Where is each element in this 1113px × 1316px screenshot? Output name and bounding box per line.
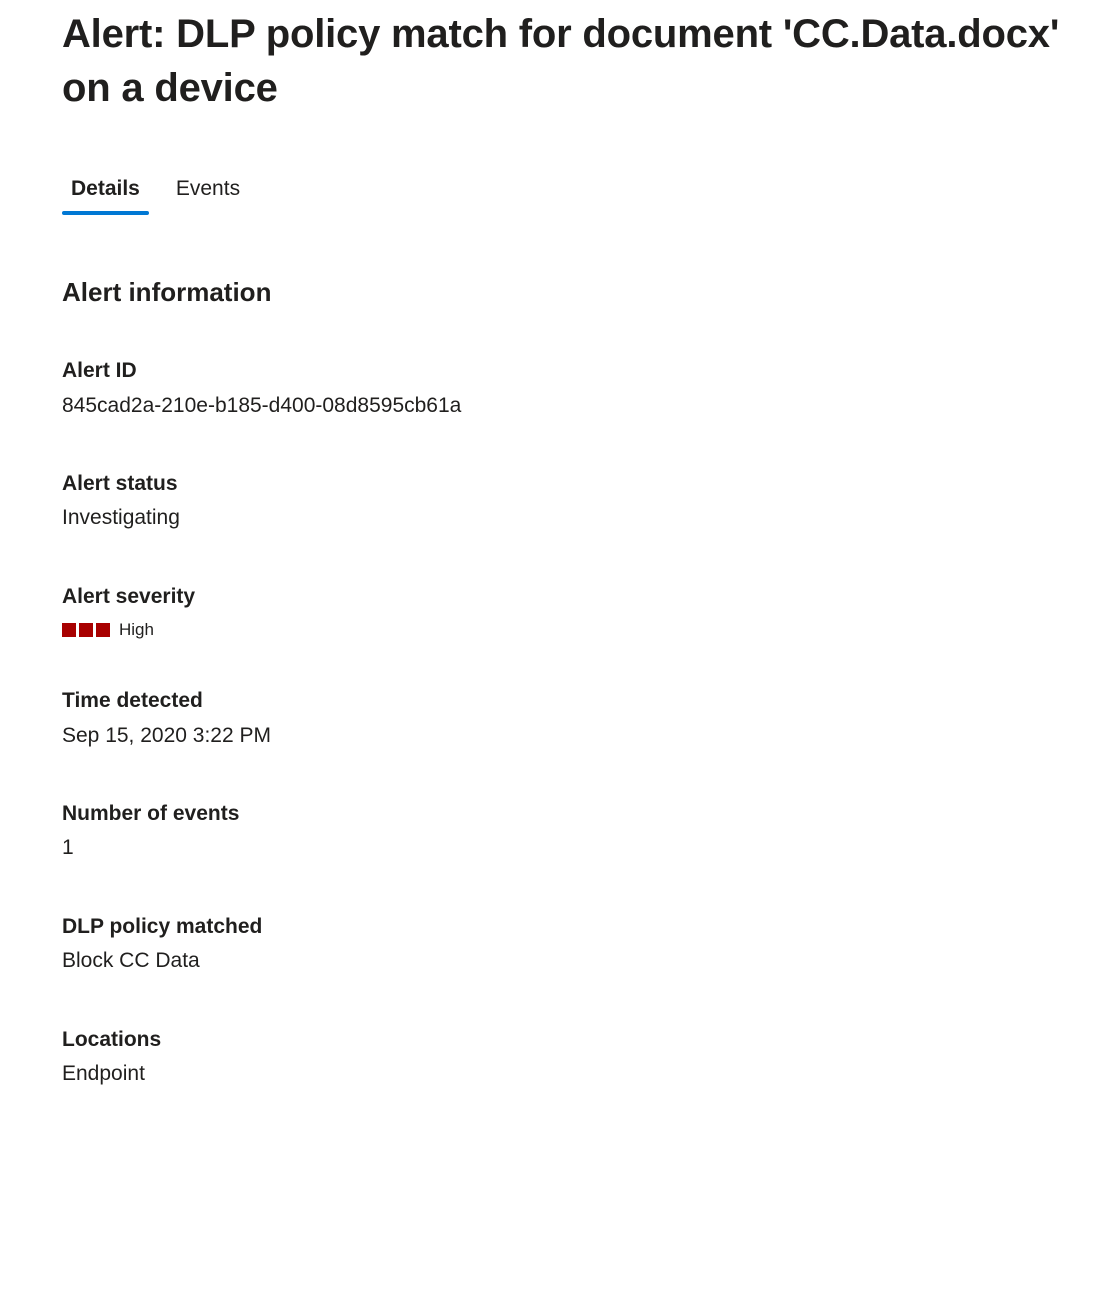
field-label-alert-id: Alert ID bbox=[62, 359, 137, 383]
field-label-alert-severity: Alert severity bbox=[62, 584, 196, 608]
field-alert-id bbox=[62, 356, 1113, 421]
status-badge bbox=[62, 621, 1113, 638]
field-time-detected bbox=[62, 686, 1113, 751]
field-value-time-detected: Sep 15, 2020 3:22 PM bbox=[62, 723, 271, 747]
field-value-dlp-policy-matched: Block CC Data bbox=[62, 949, 200, 973]
field-label-locations: Locations bbox=[62, 1027, 162, 1051]
field-number-of-events bbox=[62, 799, 1113, 864]
field-locations bbox=[62, 1025, 1113, 1090]
section-title-alert-information: Alert information bbox=[62, 277, 272, 308]
tab-events[interactable]: Events bbox=[167, 177, 249, 215]
field-alert-status bbox=[62, 469, 1113, 534]
page-title: Alert: DLP policy match for document 'CC.Data.docx' on a device bbox=[62, 12, 1060, 110]
tab-details[interactable]: Details bbox=[62, 177, 149, 215]
field-value-alert-status: Investigating bbox=[62, 506, 180, 530]
field-value-alert-id: 845cad2a-210e-b185-d400-08d8595cb61a bbox=[62, 393, 462, 417]
tab-bar bbox=[62, 159, 1113, 215]
severity-indicator-icon bbox=[62, 623, 110, 637]
field-value-locations: Endpoint bbox=[62, 1062, 145, 1086]
field-alert-severity bbox=[62, 582, 1113, 638]
field-dlp-policy-matched bbox=[62, 912, 1113, 977]
field-label-alert-status: Alert status bbox=[62, 472, 178, 496]
field-label-dlp-policy-matched: DLP policy matched bbox=[62, 914, 263, 938]
field-label-time-detected: Time detected bbox=[62, 689, 203, 713]
field-value-alert-severity: High bbox=[119, 620, 154, 640]
field-value-number-of-events: 1 bbox=[62, 836, 74, 860]
field-label-number-of-events: Number of events bbox=[62, 802, 240, 826]
